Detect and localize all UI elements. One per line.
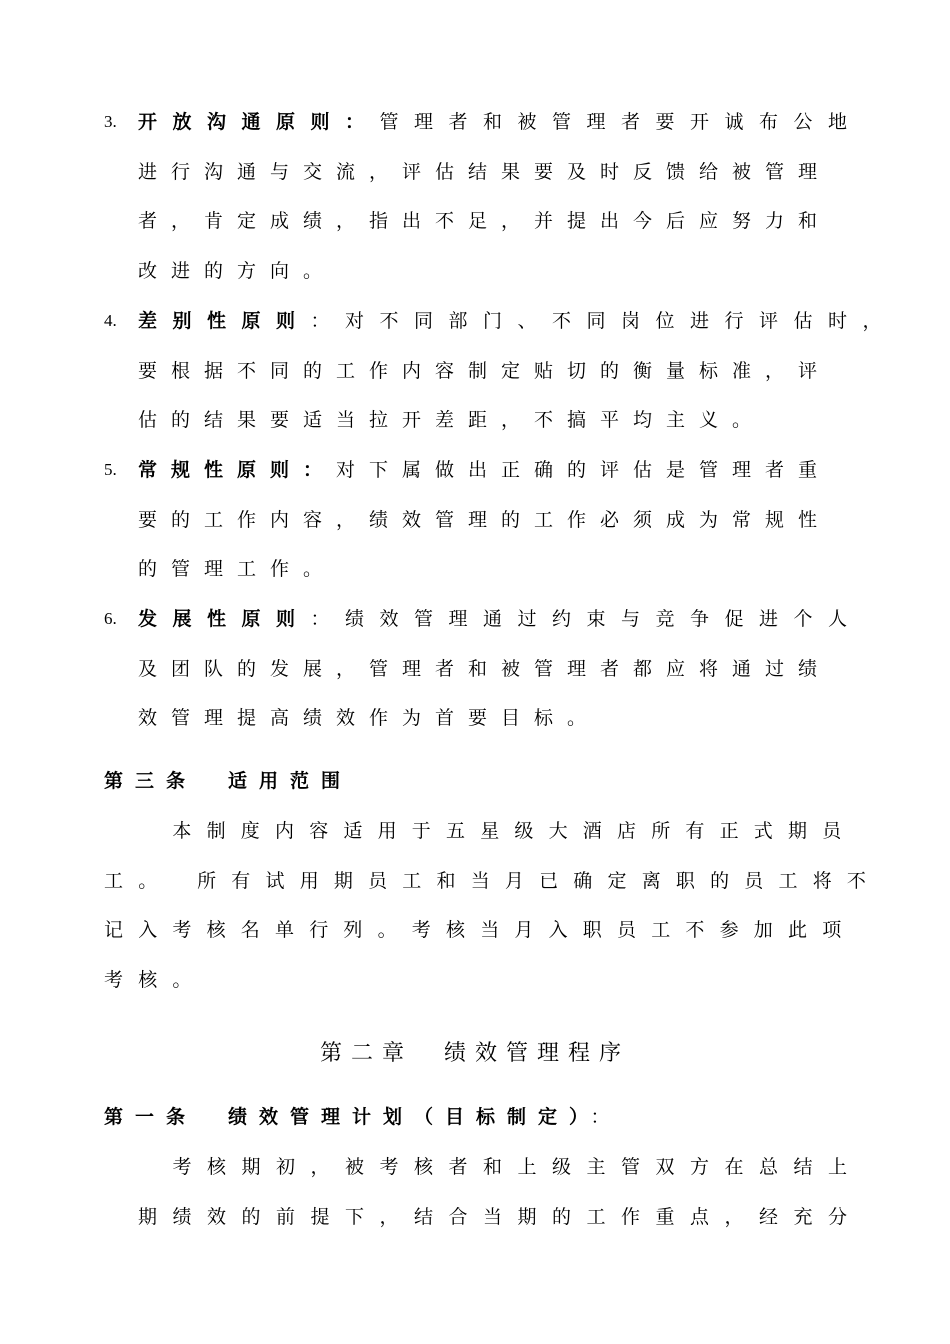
item-text-line: 进行沟通与交流，评估结果要及时反馈给被管理 [138, 161, 832, 183]
article-heading: 第三条 适用范围 [104, 770, 353, 792]
item-first-line [138, 110, 863, 134]
item-number: 4. [104, 311, 117, 330]
item-text-line: 者，肯定成绩，指出不足，并提出今后应努力和 [138, 210, 832, 232]
item-text-line: 效管理提高绩效作为首要目标。 [138, 707, 601, 729]
item-text: 管理者和被管理者要开诚布公地 [379, 111, 863, 133]
item-first-line [138, 607, 863, 631]
item-text: ：对不同部门、不同岗位进行评估时， [310, 310, 898, 332]
chapter-title: 第二章 绩效管理程序 [319, 1041, 630, 1066]
article-heading [104, 1105, 622, 1129]
item-title: 开放沟通原则： [138, 111, 380, 133]
article-heading-colon: ： [590, 1106, 622, 1128]
item-title: 发展性原则 [138, 608, 311, 630]
item-text-line: 要的工作内容，绩效管理的工作必须成为常规性 [138, 509, 832, 531]
article-text-line: 工。 所有试用期员工和当月已确定离职的员工将不 [104, 870, 882, 892]
article-text-line: 考核。 [104, 969, 207, 991]
item-title: 常规性原则： [138, 459, 337, 481]
article-text-line: 本制度内容适用于五星级大酒店所有正式期员 [104, 820, 857, 842]
item-text-line: 估的结果要适当拉开差距，不搞平均主义。 [138, 409, 766, 431]
item-first-line [138, 309, 898, 333]
item-number: 6. [104, 609, 117, 628]
item-first-line [138, 458, 858, 482]
item-title: 差别性原则 [138, 310, 311, 332]
article-text-line: 记入考核名单行列。考核当月入职员工不参加此项 [104, 919, 857, 941]
item-text: ：绩效管理通过约束与竞争促进个人 [310, 608, 863, 630]
item-number: 3. [104, 112, 117, 131]
item-text: 对下属做出正确的评估是管理者重 [336, 459, 832, 481]
item-text-line: 及团队的发展，管理者和被管理者都应将通过绩 [138, 658, 832, 680]
item-number: 5. [104, 460, 117, 479]
item-text-line: 的管理工作。 [138, 558, 337, 580]
article-heading-text: 第一条 绩效管理计划（目标制定） [104, 1106, 591, 1128]
article-text-line: 考核期初，被考核者和上级主管双方在总结上 [138, 1156, 863, 1178]
article-text-line: 期绩效的前提下，结合当期的工作重点，经充分 [138, 1206, 863, 1228]
item-text-line: 要根据不同的工作内容制定贴切的衡量标准，评 [138, 360, 832, 382]
item-text-line: 改进的方向。 [138, 260, 337, 282]
